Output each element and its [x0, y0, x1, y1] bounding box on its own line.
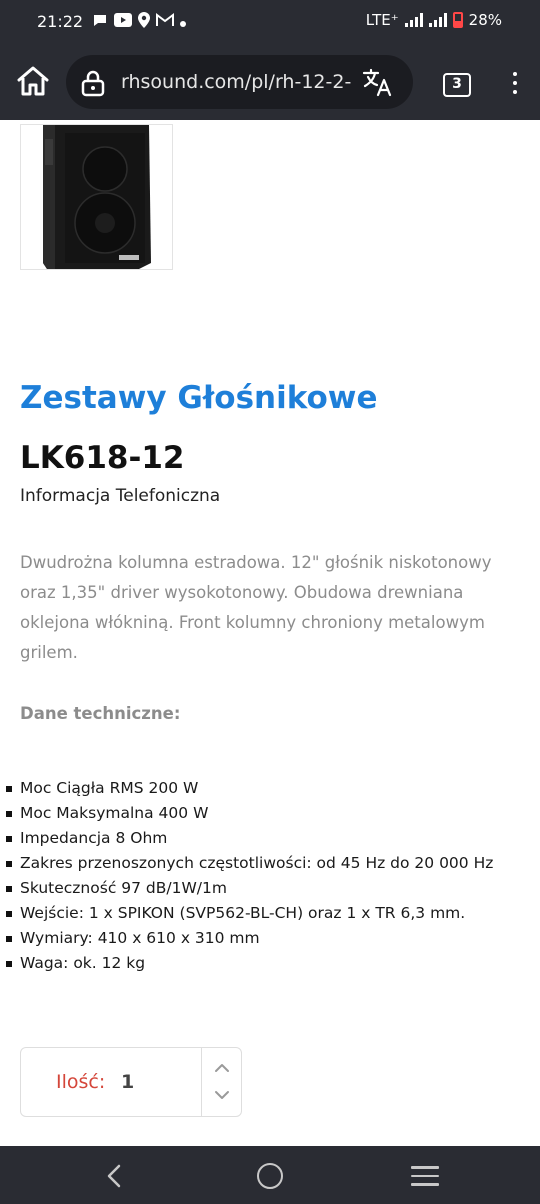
home-circle-icon[interactable] [257, 1163, 283, 1189]
location-icon [138, 12, 150, 33]
chevron-down-icon[interactable] [202, 1082, 242, 1116]
spec-item: Zakres przenoszonych częstotliwości: od 45 Hz do 20 000 Hz [20, 851, 540, 876]
spec-item: Moc Maksymalna 400 W [20, 801, 540, 826]
product-thumbnail[interactable] [20, 124, 173, 270]
home-icon [14, 62, 52, 100]
phone-info-text: Informacja Telefoniczna [20, 486, 221, 506]
product-description: Dwudrożna kolumna estradowa. 12" głośnik niskotonowy oraz 1,35" driver wysokotonowy. Obudowa drewniana oklejona włókniną. Front kolumny chroniony metalowym grilem. [20, 553, 492, 662]
dot-icon [180, 14, 186, 32]
product-title: LK618-12 [20, 440, 185, 476]
quantity-field[interactable] [20, 1047, 242, 1117]
back-icon[interactable] [100, 1162, 128, 1190]
spec-item: Waga: ok. 12 kg [20, 951, 540, 976]
translate-icon[interactable] [362, 66, 394, 98]
lock-icon[interactable] [80, 69, 106, 97]
product-category[interactable]: Zestawy Głośnikowe [20, 380, 378, 416]
recents-icon[interactable] [411, 1166, 439, 1188]
battery-icon [453, 12, 463, 28]
home-button[interactable] [14, 62, 52, 100]
spec-heading: Dane techniczne: [20, 704, 181, 723]
quantity-value[interactable]: 1 [121, 1071, 135, 1093]
speaker-image [21, 125, 172, 269]
status-right [366, 11, 502, 29]
status-bar [0, 0, 540, 44]
spec-item: Skuteczność 97 dB/1W/1m [20, 876, 540, 901]
url-text[interactable]: rhsound.com/pl/rh-12-2- [121, 71, 351, 93]
youtube-icon [114, 13, 132, 32]
battery-level: 28% [468, 11, 502, 29]
spec-item: Moc Ciągła RMS 200 W [20, 776, 540, 801]
tab-switcher-button[interactable]: 3 [443, 73, 471, 97]
browser-toolbar [0, 44, 540, 120]
system-nav-bar [0, 1146, 540, 1204]
more-options-icon[interactable] [508, 70, 522, 98]
network-type: LTE⁺ [365, 11, 399, 29]
quantity-stepper[interactable] [202, 1048, 242, 1116]
chat-icon [92, 12, 108, 33]
status-time: 21:22 [37, 12, 84, 31]
spec-list [20, 776, 540, 976]
spec-item: Wymiary: 410 x 610 x 310 mm [20, 926, 540, 951]
spec-item: Impedancja 8 Ohm [20, 826, 540, 851]
quantity-label: Ilość: [56, 1071, 106, 1093]
chevron-up-icon[interactable] [202, 1048, 242, 1082]
spec-item: Wejście: 1 x SPIKON (SVP562-BL-CH) oraz 1 x TR 6,3 mm. [20, 901, 540, 926]
address-bar[interactable] [66, 55, 413, 109]
signal-icon-2 [429, 13, 447, 27]
notification-icons [92, 12, 186, 33]
signal-icon [405, 13, 423, 27]
gmail-icon [156, 13, 174, 32]
